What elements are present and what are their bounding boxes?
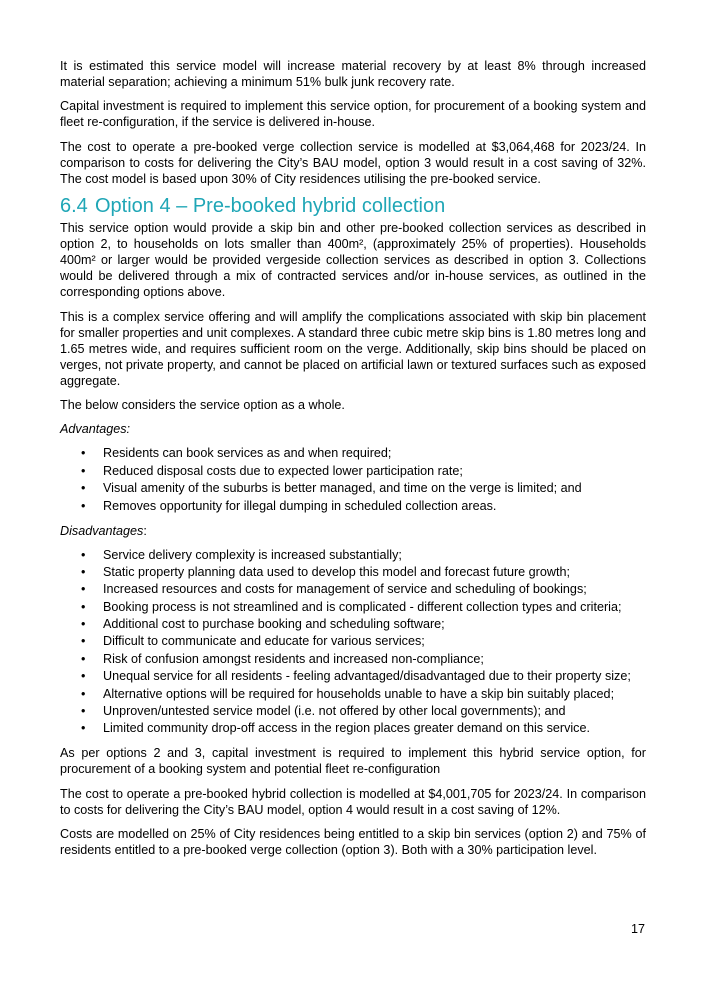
paragraph-complexity: This is a complex service offering and will amplify the complications associated with skip bin placement for smaller properties and unit complexes. A standard three cubic metre skip bins is 1.80 metres long and 1.65 metres wide, and requires sufficient room on the verge. Additionally, skip bins should be placed on verges, not private property, and cannot be placed on artificial lawn or textured surfaces such as exposed aggregate. [60,309,646,388]
advantages-list [60,445,646,513]
page-number: 17 [630,922,645,936]
list-item: • Limited community drop-off access in the region places greater demand on this service. [60,720,646,736]
document-page [60,58,646,867]
list-item: • Visual amenity of the suburbs is better managed, and time on the verge is limited; and [60,480,646,496]
list-item: • Service delivery complexity is increased substantially; [60,547,646,563]
disadvantages-label: Disadvantages [60,523,144,538]
section-heading [60,195,646,217]
section-number: 6.4 [60,195,88,218]
paragraph-option4-cost: The cost to operate a pre-booked hybrid collection is modelled at $4,001,705 for 2023/24. In comparison to costs for delivering the City’s BAU model, option 4 would result in a cost saving of 12%. [60,786,646,817]
list-item: • Static property planning data used to develop this model and forecast future growth; [60,564,646,580]
disadvantages-label-line [60,523,646,539]
paragraph-cost-model: Costs are modelled on 25% of City residences being entitled to a skip bin services (option 2) and 75% of residents entitled to a pre-booked verge collection (option 3). Both with a 30% participation level. [60,827,646,858]
paragraph-option3-cost: The cost to operate a pre-booked verge collection service is modelled at $3,064,468 for 2023/24. In comparison to costs for delivering the City’s BAU model, option 3 would result in a cost saving of 32%. The cost model is based upon 30% of City residences utilising the pre-booked service. [60,139,646,186]
list-item: • Risk of confusion amongst residents and increased non-compliance; [60,651,646,667]
paragraph-recovery: It is estimated this service model will increase material recovery by at least 8% through increased material separation; achieving a minimum 51% bulk junk recovery rate. [60,59,646,89]
paragraph-whole-option: The below considers the service option as a whole. [60,397,345,412]
list-item: • Removes opportunity for illegal dumping in scheduled collection areas. [60,498,646,514]
disadvantages-list [60,547,646,737]
list-item: • Booking process is not streamlined and is complicated - different collection types and criteria; [60,599,646,615]
paragraph-capital-investment: Capital investment is required to implement this service option, for procurement of a booking system and fleet re-configuration, if the service is delivered in-house. [60,99,646,130]
list-item: • Unequal service for all residents - feeling advantaged/disadvantaged due to their property size; [60,668,646,684]
list-item: • Residents can book services as and when required; [60,445,646,461]
list-item: • Reduced disposal costs due to expected lower participation rate; [60,463,646,479]
advantages-label: Advantages: [60,422,131,437]
paragraph-option4-description: This service option would provide a skip bin and other pre-booked collection services as described in option 2, to households on lots smaller than 400m², (approximately 25% of properties). Households 400m² or larger would be provided vergeside collection services as described in option 3. Collections would be delivered through a mix of contracted services and/or in-house services, as outlined in the corresponding options above. [60,221,646,300]
list-item: • Increased resources and costs for management of service and scheduling of bookings; [60,581,646,597]
list-item: • Additional cost to purchase booking and scheduling software; [60,616,646,632]
disadvantages-colon: : [143,523,147,538]
list-item: • Unproven/untested service model (i.e. not offered by other local governments); and [60,703,646,719]
list-item: • Alternative options will be required for households unable to have a skip bin suitably placed; [60,686,646,702]
section-title: Option 4 – Pre-booked hybrid collection [95,195,446,218]
list-item: • Difficult to communicate and educate for various services; [60,633,646,649]
paragraph-hybrid-capital: As per options 2 and 3, capital investment is required to implement this hybrid service option, for procurement of a booking system and potential fleet re-configuration [60,746,646,777]
